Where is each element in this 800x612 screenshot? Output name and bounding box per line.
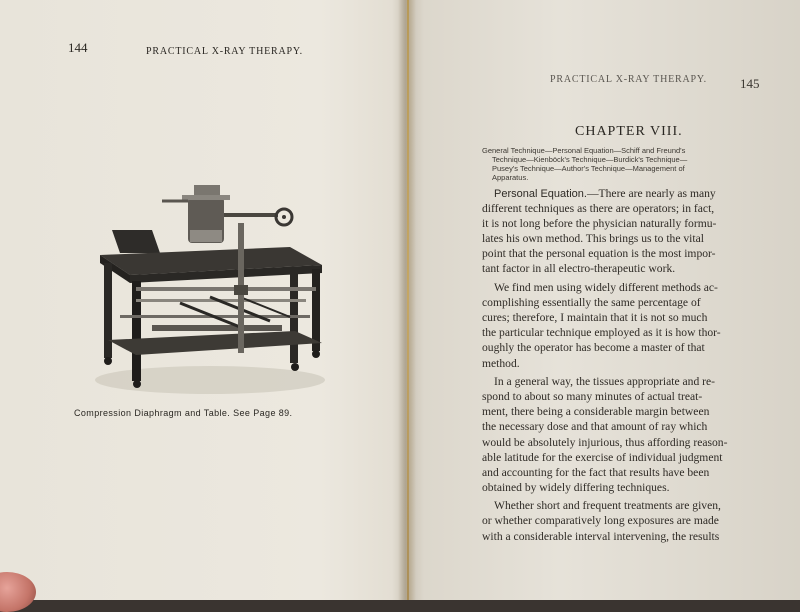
text-line: tant factor in all electro-therapeutic work. bbox=[482, 262, 676, 276]
paragraph bbox=[482, 186, 782, 277]
synopsis-line: Apparatus. bbox=[492, 173, 529, 182]
right-page-number: 145 bbox=[740, 76, 760, 91]
left-running-head: PRACTICAL X-RAY THERAPY. bbox=[146, 46, 303, 57]
text-line: We find men using widely different methods ac- bbox=[494, 281, 718, 295]
paragraph bbox=[482, 280, 782, 371]
left-page-number: 144 bbox=[68, 40, 88, 55]
text-line: and accounting for the fact that results have been bbox=[482, 465, 710, 479]
text-line: Whether short and frequent treatments are given, bbox=[494, 499, 721, 513]
chapter-title: CHAPTER VIII. bbox=[575, 124, 683, 139]
run-in-heading: Personal Equation. bbox=[494, 188, 587, 200]
text-line: method. bbox=[482, 356, 520, 370]
compression-diaphragm-illustration bbox=[90, 175, 335, 400]
right-running-head: PRACTICAL X-RAY THERAPY. bbox=[550, 74, 707, 85]
right-page bbox=[410, 0, 800, 600]
text-line: the particular technique employed as it is how thor- bbox=[482, 326, 721, 340]
binding-thread bbox=[407, 0, 409, 600]
text-line: complishing essentially the same percentage of bbox=[482, 296, 701, 310]
text-line: obtained by widely differing techniques. bbox=[482, 480, 670, 494]
text-line: would be absolutely injurious, thus affording reason- bbox=[482, 435, 728, 449]
text-line: spond to about so many minutes of actual treat- bbox=[482, 390, 703, 404]
left-page bbox=[0, 0, 405, 600]
figure-caption: Compression Diaphragm and Table. See Page 89. bbox=[74, 408, 293, 418]
text-line: ment, there being a considerable margin between bbox=[482, 405, 710, 419]
synopsis-line: Pusey's Technique—Author's Technique—Management of bbox=[492, 164, 685, 173]
text-line: able latitude for the exercise of individual judgment bbox=[482, 450, 723, 464]
text-line: cures; therefore, I maintain that it is not so much bbox=[482, 311, 708, 325]
synopsis-line: General Technique—Personal Equation—Schiff and Freund's bbox=[482, 146, 686, 155]
chapter-synopsis bbox=[482, 146, 772, 182]
text-line: or whether comparatively long exposures are made bbox=[482, 514, 719, 528]
text-line: with a considerable interval intervening, the results bbox=[482, 529, 720, 543]
body-text bbox=[482, 186, 782, 547]
paragraph bbox=[482, 374, 782, 495]
text-line: the necessary dose and that amount of ray which bbox=[482, 420, 708, 434]
text-fragment: —There are nearly as many bbox=[586, 187, 716, 200]
text-line: point that the personal equation is the most impor- bbox=[482, 247, 716, 261]
text-line: it is not long before the physician naturally formu- bbox=[482, 217, 717, 231]
text-line bbox=[482, 186, 782, 201]
text-line: different techniques as there are operators; in fact, bbox=[482, 202, 715, 216]
paragraph bbox=[482, 498, 782, 543]
synopsis-line: Technique—Kienböck's Technique—Burdick's Technique— bbox=[492, 155, 688, 164]
text-line: lates his own method. This brings us to the vital bbox=[482, 232, 704, 246]
text-line: oughly the operator has become a master of that bbox=[482, 341, 705, 355]
text-line: In a general way, the tissues appropriate and re- bbox=[494, 375, 716, 389]
